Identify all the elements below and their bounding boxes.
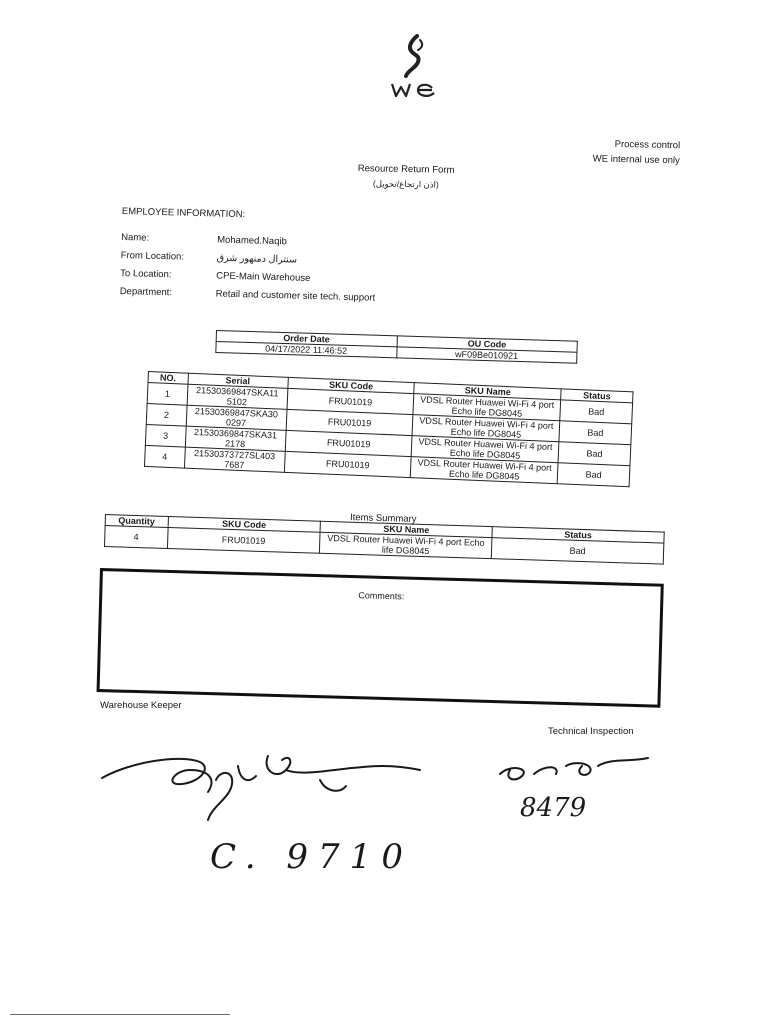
row-sku-code: FRU01019 [285, 430, 413, 456]
row-sku-name: VDSL Router Huawei Wi-Fi 4 port Echo life DG8045 [412, 436, 559, 463]
no-header: NO. [148, 372, 188, 385]
row-sku-name: VDSL Router Huawei Wi-Fi 4 port Echo life DG8045 [413, 394, 560, 421]
department-row [119, 285, 500, 304]
summary-status-header: Status [492, 527, 664, 543]
to-location-row [120, 267, 500, 284]
bottom-divider [10, 1014, 230, 1015]
from-location-label: From Location: [120, 249, 185, 263]
process-control-block [560, 138, 681, 167]
items-summary-caption: Items Summary [349, 512, 417, 525]
ou-code-header: OU Code [397, 336, 578, 352]
comments-box [97, 568, 664, 708]
handwritten-code: C. 9710 [210, 837, 413, 877]
row-sku-code: FRU01019 [286, 409, 414, 435]
process-control-text: Process control [614, 138, 681, 152]
form-title-block [336, 163, 476, 191]
warehouse-keeper-label: Warehouse Keeper [100, 700, 182, 711]
ou-code-value: wF09Be010921 [396, 347, 577, 363]
order-date-header: Order Date [216, 331, 397, 347]
row-sku-name: VDSL Router Huawei Wi-Fi 4 port Echo life DG8045 [413, 415, 560, 442]
items-table [144, 371, 634, 487]
name-value: Mohamed.Naqib [216, 234, 287, 248]
row-sku-code: FRU01019 [287, 388, 415, 414]
employee-information-section [119, 206, 502, 326]
employee-name-row [121, 231, 501, 248]
from-location-row [120, 249, 501, 266]
row-sku-code: FRU01019 [284, 451, 412, 477]
we-logo [386, 34, 442, 100]
summary-sku-name: VDSL Router Huawei Wi-Fi 4 port Echo life DG8045 [320, 532, 493, 558]
we-logo-wordmark [388, 80, 442, 100]
internal-use-text: WE internal use only [592, 153, 680, 167]
row-serial: 21530369847SKA11 5102 [187, 384, 288, 409]
sku-name-header: SKU Name [414, 383, 561, 400]
employee-section-title: EMPLOYEE INFORMATION: [121, 206, 246, 221]
department-value: Retail and customer site tech. support [215, 288, 376, 304]
order-date-value: 04/17/2022 11:46:52 [216, 342, 397, 358]
comments-label: Comments: [358, 590, 405, 602]
department-label: Department: [119, 285, 173, 299]
summary-quantity: 4 [104, 526, 167, 549]
row-serial: 21530369847SKA30 0297 [186, 405, 287, 430]
row-no: 1 [147, 383, 187, 406]
to-location-label: To Location: [120, 267, 172, 281]
handwritten-number: 8479 [520, 793, 587, 823]
technical-inspection-label: Technical Inspection [548, 726, 634, 737]
summary-sku-code: FRU01019 [167, 527, 320, 553]
technical-inspection-signature [500, 758, 648, 779]
name-label: Name: [121, 231, 150, 244]
form-title: Resource Return Form [357, 163, 455, 176]
row-no: 2 [146, 403, 186, 426]
status-header: Status [561, 389, 633, 403]
row-sku-name: VDSL Router Huawei Wi-Fi 4 port Echo life DG8045 [411, 457, 558, 484]
quantity-header: Quantity [105, 515, 168, 528]
we-logo-mark-icon [400, 34, 428, 80]
row-no: 3 [145, 424, 185, 447]
row-status: Bad [558, 442, 631, 466]
order-table [215, 330, 578, 364]
row-status: Bad [559, 421, 632, 445]
row-serial: 21530373727SL403 7687 [184, 447, 285, 472]
summary-sku-name-header: SKU Name [320, 521, 492, 537]
from-location-value: سنترال دمنهور شرق [216, 252, 298, 266]
form-title-arabic: (اذن ارتجاع/تحويل) [372, 178, 439, 190]
serial-header: Serial [188, 373, 288, 388]
row-serial: 21530369847SKA31 2178 [185, 426, 286, 451]
row-status: Bad [557, 463, 630, 487]
to-location-value: CPE-Main Warehouse [216, 270, 311, 284]
summary-sku-code-header: SKU Code [168, 516, 321, 532]
row-status: Bad [560, 400, 633, 424]
summary-status: Bad [491, 538, 663, 564]
row-no: 4 [145, 445, 185, 468]
warehouse-keeper-signature [102, 756, 420, 820]
handwritten-signatures [90, 740, 670, 890]
sku-code-header: SKU Code [288, 377, 415, 393]
